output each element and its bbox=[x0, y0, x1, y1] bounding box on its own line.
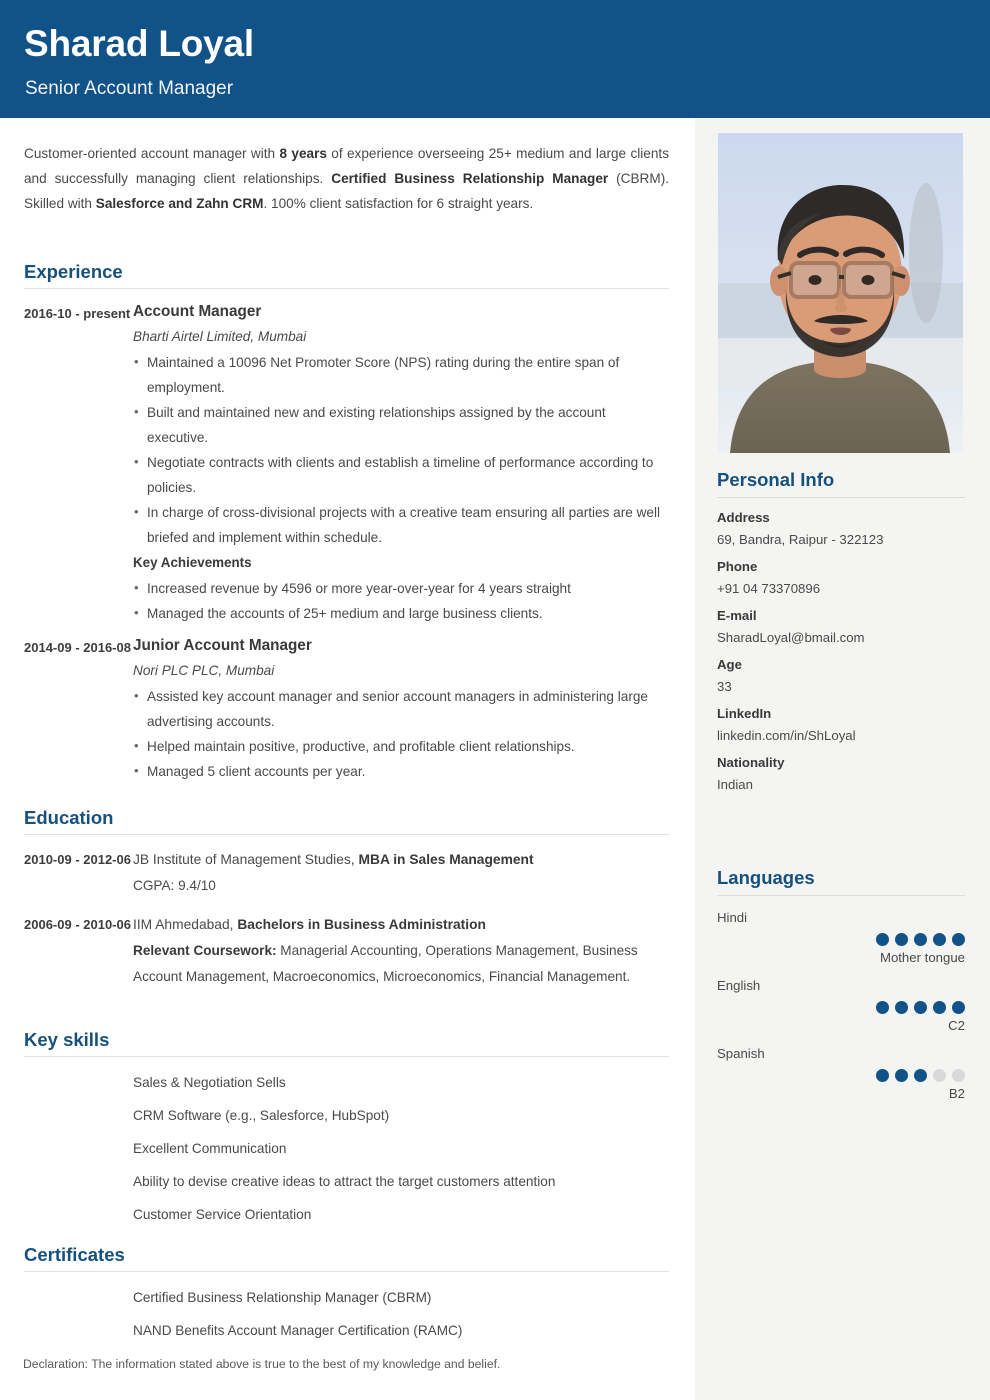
info-row bbox=[717, 507, 965, 551]
rating-dot bbox=[895, 1069, 908, 1082]
experience-entry bbox=[24, 632, 669, 784]
rating-dot bbox=[952, 1069, 965, 1082]
experience-bullet-list bbox=[133, 684, 669, 784]
info-value: 69, Bandra, Raipur - 322123 bbox=[717, 532, 884, 547]
experience-dates: 2014-09 - 2016-08 bbox=[24, 640, 131, 655]
language-item bbox=[717, 973, 965, 1037]
education-school-line bbox=[133, 911, 669, 938]
info-value: 33 bbox=[717, 679, 732, 694]
list-item: • Built and maintained new and existing relationships assigned by the account executive. bbox=[133, 400, 669, 450]
list-item: • Negotiate contracts with clients and establish a timeline of performance according to policies. bbox=[133, 450, 669, 500]
language-name: Hindi bbox=[717, 910, 748, 925]
list-item: • Assisted key account manager and senior account managers in administering large advertising accounts. bbox=[133, 684, 669, 734]
divider bbox=[24, 288, 669, 289]
education-school: IIM Ahmedabad, bbox=[133, 917, 238, 932]
education-degree: MBA in Sales Management bbox=[358, 852, 534, 867]
info-label: Age bbox=[717, 657, 742, 672]
info-row bbox=[717, 654, 965, 698]
education-detail bbox=[133, 873, 669, 899]
skill-item: Ability to devise creative ideas to attract the target customers attention bbox=[133, 1174, 556, 1189]
education-entry bbox=[24, 909, 669, 990]
education-detail-label: Relevant Coursework: bbox=[133, 943, 277, 958]
language-item bbox=[717, 1041, 965, 1105]
rating-dot bbox=[914, 1001, 927, 1014]
experience-role: Account Manager bbox=[133, 303, 262, 320]
summary-text-4: . 100% client satisfaction for 6 straight years. bbox=[263, 196, 534, 211]
certificate-item: NAND Benefits Account Manager Certification (RAMC) bbox=[133, 1323, 463, 1338]
divider bbox=[24, 1056, 669, 1057]
education-school-line bbox=[133, 846, 669, 873]
personal-info-section bbox=[717, 468, 965, 796]
header-job-title: Senior Account Manager bbox=[25, 78, 234, 99]
education-detail-text: Managerial Accounting, Operations Management, Business Account Management, Macroeconomics, Microeconomics, Financial Management. bbox=[133, 943, 638, 984]
info-value-email[interactable]: SharadLoyal@bmail.com bbox=[717, 630, 865, 645]
list-item: • Increased revenue by 4596 or more year-over-year for 4 years straight bbox=[133, 576, 669, 601]
experience-bullet-list bbox=[133, 350, 669, 550]
list-item: • Helped maintain positive, productive, and profitable client relationships. bbox=[133, 734, 669, 759]
language-level: C2 bbox=[948, 1018, 965, 1033]
education-detail-text: CGPA: 9.4/10 bbox=[133, 878, 216, 893]
rating-dot bbox=[933, 1001, 946, 1014]
experience-company: Nori PLC PLC, Mumbai bbox=[133, 663, 275, 678]
education-entry bbox=[24, 844, 669, 899]
rating-dot bbox=[914, 1069, 927, 1082]
education-dates: 2006-09 - 2010-06 bbox=[24, 917, 131, 932]
language-rating-dots bbox=[717, 933, 965, 946]
list-item: • Maintained a 10096 Net Promoter Score (NPS) rating during the entire span of employment. bbox=[133, 350, 669, 400]
personal-info-heading: Personal Info bbox=[717, 469, 835, 490]
rating-dot bbox=[933, 1069, 946, 1082]
skill-item: Customer Service Orientation bbox=[133, 1207, 312, 1222]
language-item bbox=[717, 905, 965, 969]
professional-summary bbox=[24, 141, 669, 216]
experience-dates: 2016-10 - present bbox=[24, 306, 131, 321]
info-row bbox=[717, 703, 965, 747]
language-name: English bbox=[717, 978, 761, 993]
education-detail bbox=[133, 938, 669, 990]
language-rating-dots bbox=[717, 1001, 965, 1014]
certificate-item: Certified Business Relationship Manager (CBRM) bbox=[133, 1290, 432, 1305]
rating-dot bbox=[952, 1001, 965, 1014]
list-item: • Managed 5 client accounts per year. bbox=[133, 759, 669, 784]
certificates-section bbox=[24, 1243, 669, 1347]
language-level: B2 bbox=[948, 1086, 965, 1101]
info-row bbox=[717, 556, 965, 600]
summary-bold-2: Certified Business Relationship Manager bbox=[331, 171, 609, 186]
languages-heading: Languages bbox=[717, 867, 815, 888]
certificates-heading: Certificates bbox=[24, 1244, 125, 1265]
education-degree: Bachelors in Business Administration bbox=[237, 917, 486, 932]
info-label: LinkedIn bbox=[717, 706, 772, 721]
education-heading: Education bbox=[24, 807, 114, 828]
info-label: Address bbox=[717, 510, 770, 525]
skill-item: Excellent Communication bbox=[133, 1141, 287, 1156]
summary-bold-1: 8 years bbox=[279, 146, 327, 161]
education-entry-body bbox=[133, 909, 669, 990]
key-achievements-heading: Key Achievements bbox=[133, 555, 252, 570]
key-skills-section bbox=[24, 1028, 669, 1231]
divider bbox=[717, 497, 965, 498]
divider bbox=[24, 1271, 669, 1272]
list-item: • In charge of cross-divisional projects with a creative team ensuring all parties are well briefed and implement within schedule. bbox=[133, 500, 669, 550]
rating-dot bbox=[876, 1069, 889, 1082]
skill-item: Sales & Negotiation Sells bbox=[133, 1075, 286, 1090]
declaration-text: Declaration: The information stated above is true to the best of my knowledge and belief. bbox=[23, 1357, 501, 1371]
summary-text-2: of experience overseeing 25+ medium and large clients and successfully managing client relationships. bbox=[24, 146, 669, 186]
education-entry-body bbox=[133, 844, 669, 899]
rating-dot bbox=[895, 933, 908, 946]
language-level: Mother tongue bbox=[879, 950, 965, 965]
experience-entry bbox=[24, 298, 669, 626]
rating-dot bbox=[876, 933, 889, 946]
summary-bold-3: Salesforce and Zahn CRM bbox=[95, 196, 264, 211]
page-title: Sharad Loyal bbox=[24, 23, 254, 64]
info-value: +91 04 73370896 bbox=[717, 581, 821, 596]
education-dates: 2010-09 - 2012-06 bbox=[24, 852, 131, 867]
language-name: Spanish bbox=[717, 1046, 765, 1061]
rating-dot bbox=[952, 933, 965, 946]
divider bbox=[24, 834, 669, 835]
experience-company: Bharti Airtel Limited, Mumbai bbox=[133, 329, 307, 344]
rating-dot bbox=[933, 933, 946, 946]
languages-section bbox=[717, 866, 965, 1105]
info-label: Nationality bbox=[717, 755, 785, 770]
info-label: E-mail bbox=[717, 608, 757, 623]
experience-section bbox=[24, 260, 669, 786]
info-value-linkedin[interactable]: linkedin.com/in/ShLoyal bbox=[717, 728, 856, 743]
rating-dot bbox=[914, 933, 927, 946]
avatar bbox=[718, 133, 963, 453]
portrait-photo-icon bbox=[718, 133, 963, 453]
summary-text-1: Customer-oriented account manager with bbox=[24, 146, 280, 161]
info-row bbox=[717, 605, 965, 649]
experience-role: Junior Account Manager bbox=[133, 637, 312, 654]
resume-header bbox=[0, 0, 990, 118]
info-value: Indian bbox=[717, 777, 753, 792]
sidebar bbox=[695, 118, 990, 1400]
summary-text-3: (CBRM). Skilled with bbox=[24, 171, 669, 211]
skill-item: CRM Software (e.g., Salesforce, HubSpot) bbox=[133, 1108, 390, 1123]
key-skills-heading: Key skills bbox=[24, 1029, 110, 1050]
education-school: JB Institute of Management Studies, bbox=[133, 852, 359, 867]
info-row bbox=[717, 752, 965, 796]
experience-heading: Experience bbox=[24, 261, 123, 282]
key-achievements-list bbox=[133, 576, 669, 626]
rating-dot bbox=[895, 1001, 908, 1014]
info-label: Phone bbox=[717, 559, 758, 574]
rating-dot bbox=[876, 1001, 889, 1014]
language-rating-dots bbox=[717, 1069, 965, 1082]
experience-entry-body bbox=[133, 632, 669, 784]
education-section bbox=[24, 806, 669, 992]
divider bbox=[717, 895, 965, 896]
experience-entry-body bbox=[133, 298, 669, 626]
list-item: • Managed the accounts of 25+ medium and large business clients. bbox=[133, 601, 669, 626]
